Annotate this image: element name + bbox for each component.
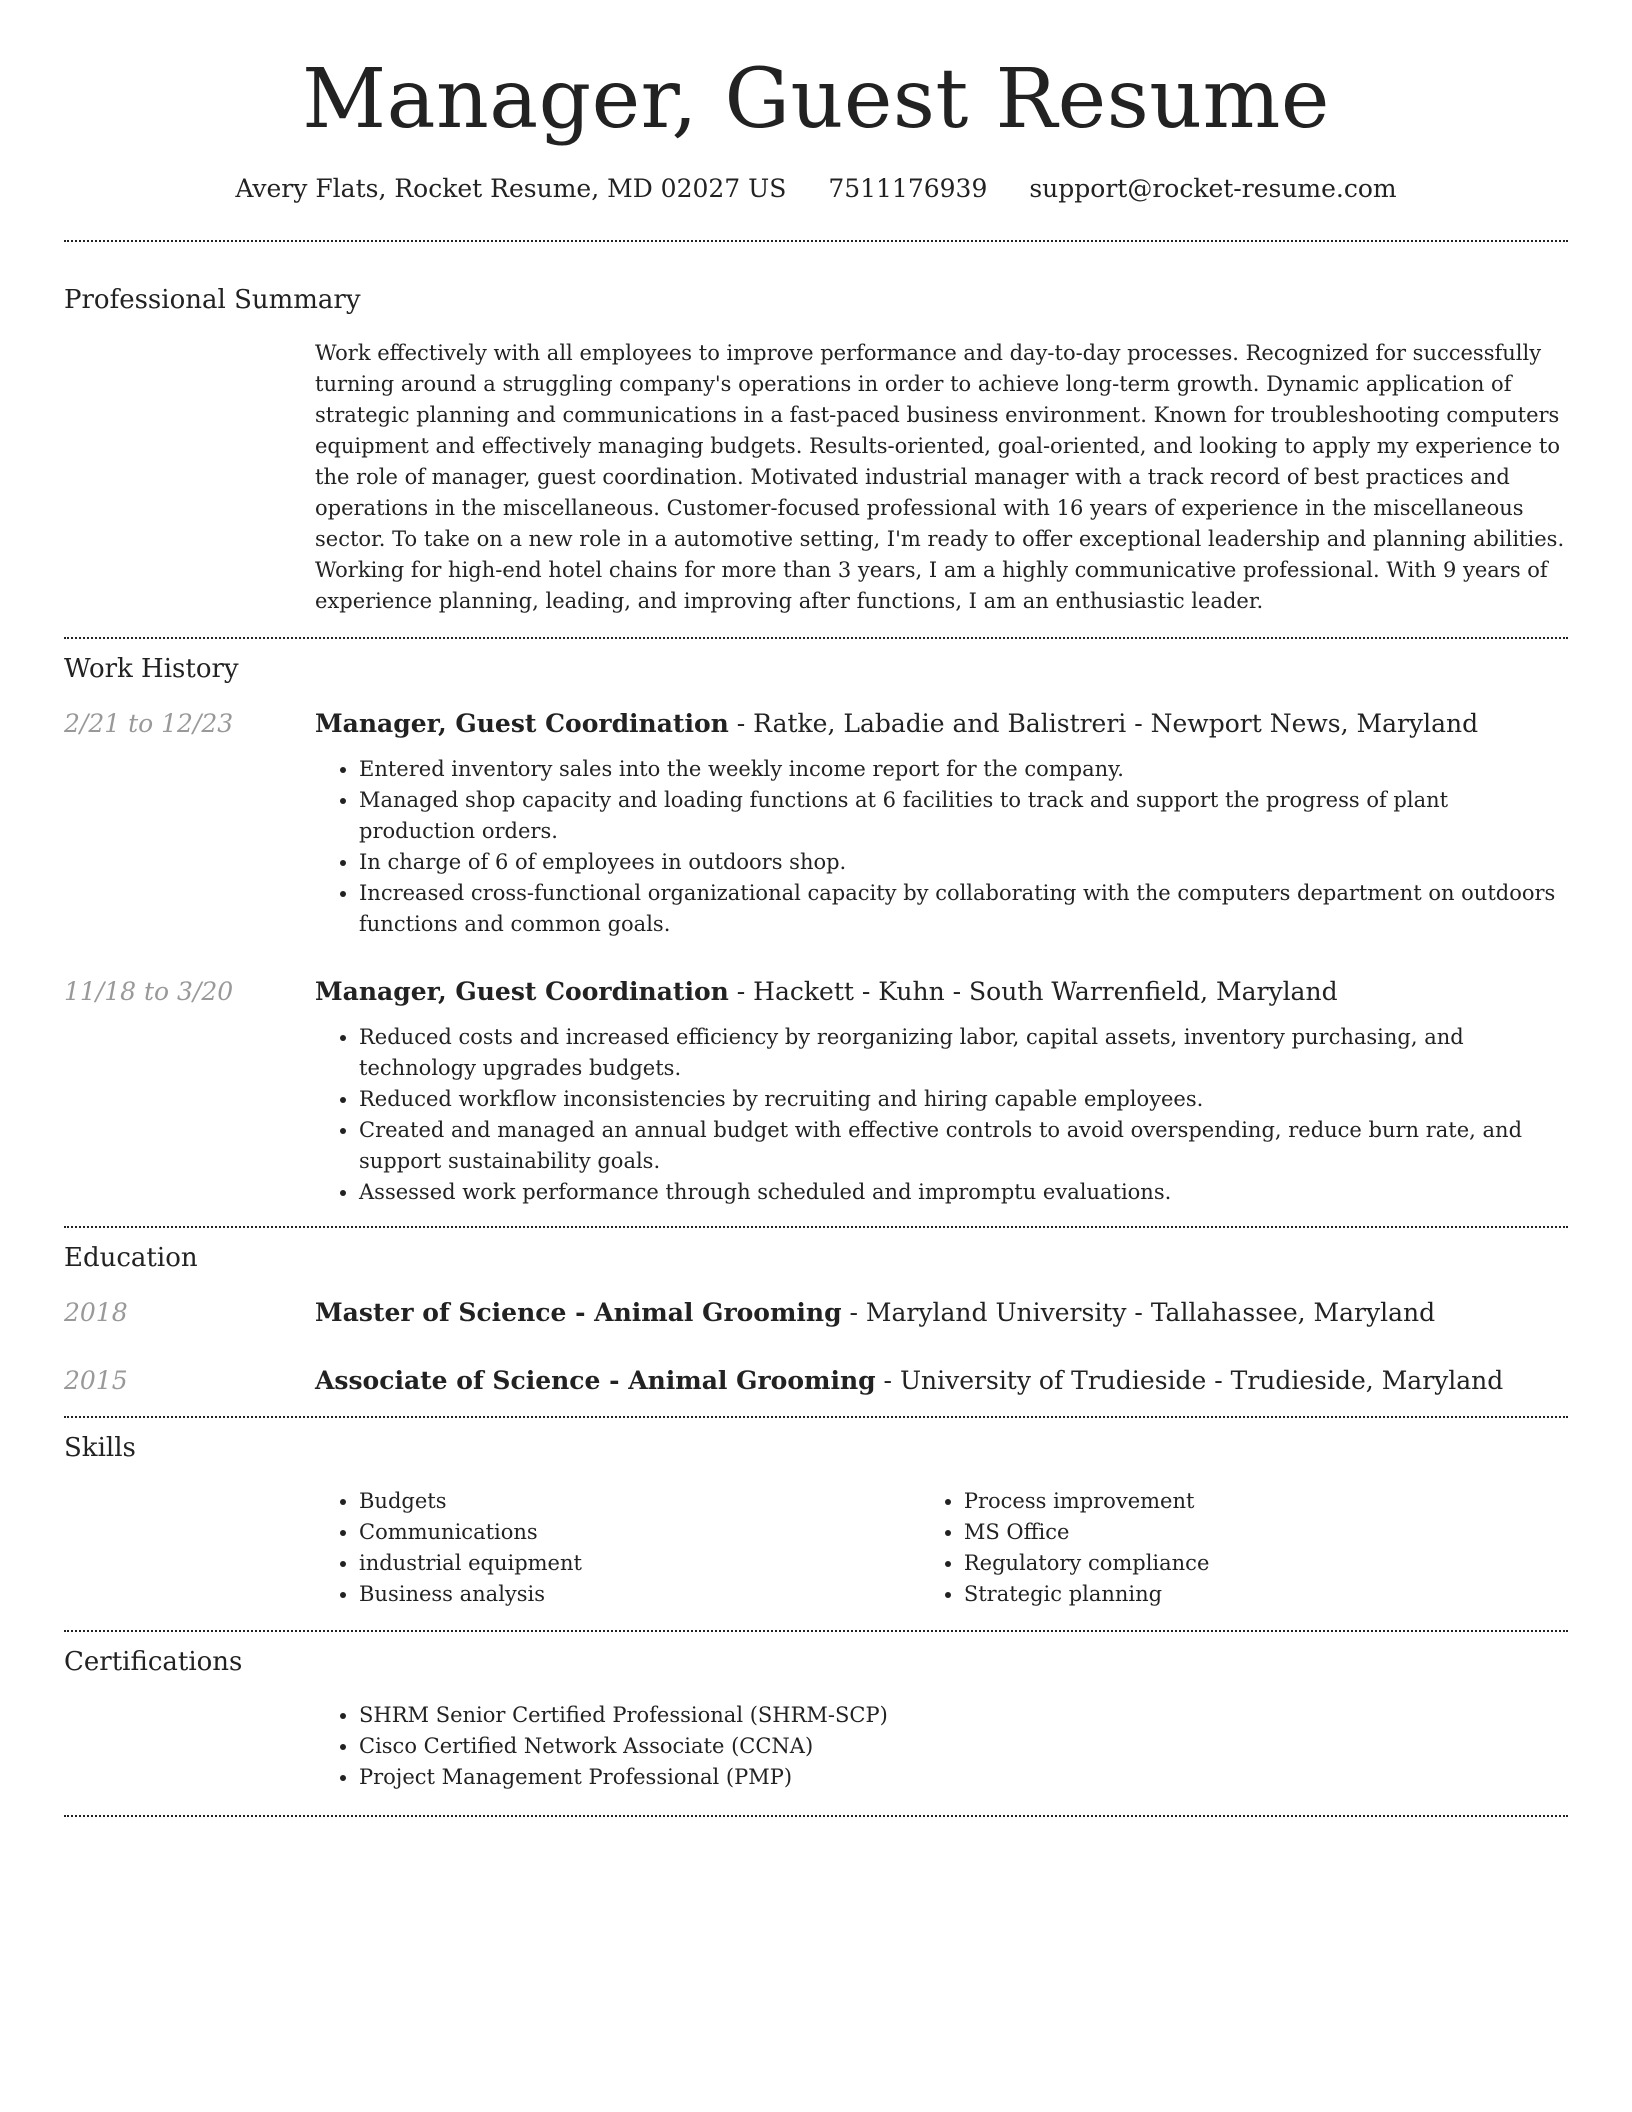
education-title (315, 1296, 1568, 1330)
certification-item: • Project Management Professional (PMP) (359, 1762, 1568, 1793)
work-history-section (64, 651, 1568, 1208)
job-role: Manager, Guest Coordination (315, 709, 729, 738)
contact-email: support@rocket-resume.com (1029, 174, 1397, 203)
resume-name: Manager, Guest Resume (302, 52, 1330, 147)
skills-list-right (920, 1486, 1568, 1610)
education-year: 2018 (64, 1298, 128, 1327)
job-details: - Ratke, Labadie and Balistreri - Newport News, Maryland (728, 709, 1479, 738)
certification-item: • Cisco Certified Network Associate (CCNA) (359, 1731, 1568, 1762)
resume-page (64, 0, 1568, 1817)
section-title-skills: Skills (64, 1433, 136, 1463)
job-title (315, 975, 1568, 1009)
divider (64, 1226, 1568, 1228)
job-dates: 2/21 to 12/23 (64, 709, 234, 738)
job-bullet: • Managed shop capacity and loading functions at 6 facilities to track and support the progress of plant production orders. (359, 785, 1568, 847)
summary-text: Work effectively with all employees to improve performance and day-to-day processes. Recognized for successfully turning around a struggling company's operations in order to achieve long-term growth. Dynamic application of strategic planning and communications in a fast-paced business environment. Known for troubleshooting computers equipment and effectively managing budgets. Results-oriented, goal-oriented, and looking to apply my experience to the role of manager, guest coordination. Motivated industrial manager with a track record of best practices and operations in the miscellaneous. Customer-focused professional with 16 years of experience in the miscellaneous sector. To take on a new role in a automotive setting, I'm ready to offer exceptional leadership and planning abilities. Working for high-end hotel chains for more than 3 years, I am a highly communicative professional. With 9 years of experience planning, leading, and improving after functions, I am an enthusiastic leader. (315, 341, 1565, 613)
skill-item: • MS Office (964, 1517, 1568, 1548)
education-degree: Master of Science - Animal Grooming (315, 1298, 842, 1327)
education-section (64, 1240, 1568, 1398)
job-bullet: • Assessed work performance through scheduled and impromptu evaluations. (359, 1177, 1568, 1208)
job-entry (64, 975, 1568, 1208)
summary-section (64, 282, 1568, 617)
section-title-work-history: Work History (64, 654, 239, 684)
skills-grid (315, 1486, 1568, 1610)
contact-line (64, 172, 1568, 206)
divider (64, 1630, 1568, 1632)
skill-item: • Strategic planning (964, 1579, 1568, 1610)
job-bullet: • Reduced workflow inconsistencies by recruiting and hiring capable employees. (359, 1084, 1568, 1115)
education-details: - University of Trudieside - Trudieside, Maryland (875, 1366, 1504, 1395)
job-bullet: • In charge of 6 of employees in outdoors shop. (359, 847, 1568, 878)
divider (64, 637, 1568, 639)
job-entry (64, 707, 1568, 940)
section-title-certifications: Certifications (64, 1647, 243, 1677)
skills-list-left (315, 1486, 877, 1610)
resume-header (64, 0, 1568, 206)
education-details: - Maryland University - Tallahassee, Maryland (841, 1298, 1436, 1327)
skill-item: • industrial equipment (359, 1548, 877, 1579)
contact-phone: 7511176939 (828, 174, 988, 203)
section-title-education: Education (64, 1243, 198, 1273)
certifications-list (315, 1700, 1568, 1793)
divider (64, 240, 1568, 242)
skills-section (64, 1430, 1568, 1610)
section-title-summary: Professional Summary (64, 285, 361, 315)
divider (64, 1815, 1568, 1817)
job-bullets (315, 754, 1568, 940)
certification-item: • SHRM Senior Certified Professional (SHRM-SCP) (359, 1700, 1568, 1731)
contact-address: Avery Flats, Rocket Resume, MD 02027 US (235, 174, 787, 203)
skill-item: • Process improvement (964, 1486, 1568, 1517)
skill-item: • Regulatory compliance (964, 1548, 1568, 1579)
job-bullet: • Entered inventory sales into the weekly income report for the company. (359, 754, 1568, 785)
education-title (315, 1364, 1568, 1398)
education-entry (64, 1296, 1568, 1330)
divider (64, 1416, 1568, 1418)
skill-item: • Communications (359, 1517, 877, 1548)
job-details: - Hackett - Kuhn - South Warrenfield, Maryland (728, 977, 1338, 1006)
education-degree: Associate of Science - Animal Grooming (315, 1366, 876, 1395)
job-bullet: • Created and managed an annual budget with effective controls to avoid overspending, reduce burn rate, and support sustainability goals. (359, 1115, 1568, 1177)
education-year: 2015 (64, 1366, 128, 1395)
job-bullet: • Reduced costs and increased efficiency by reorganizing labor, capital assets, inventory purchasing, and technology upgrades budgets. (359, 1022, 1568, 1084)
job-dates: 11/18 to 3/20 (64, 977, 234, 1006)
education-entry (64, 1364, 1568, 1398)
job-bullets (315, 1022, 1568, 1208)
skill-item: • Business analysis (359, 1579, 877, 1610)
job-title (315, 707, 1568, 741)
certifications-section (64, 1644, 1568, 1793)
job-bullet: • Increased cross-functional organizational capacity by collaborating with the computers department on outdoors functions and common goals. (359, 878, 1568, 940)
job-role: Manager, Guest Coordination (315, 977, 729, 1006)
skill-item: • Budgets (359, 1486, 877, 1517)
